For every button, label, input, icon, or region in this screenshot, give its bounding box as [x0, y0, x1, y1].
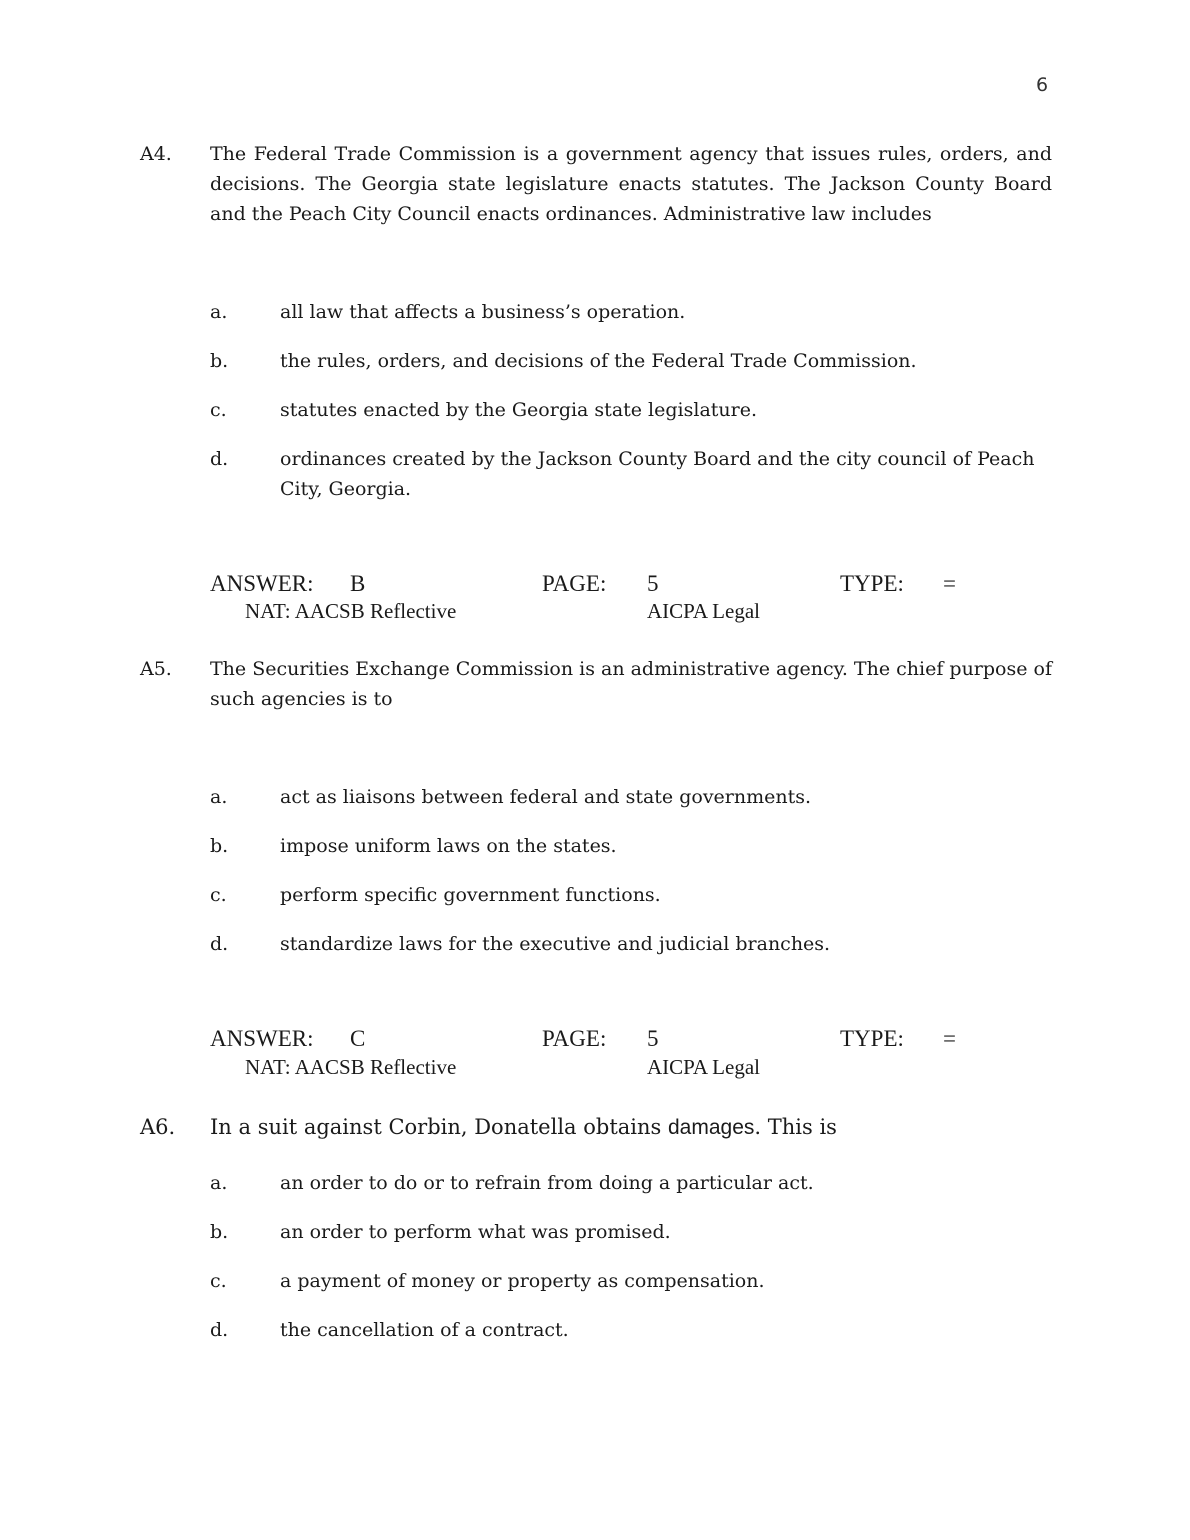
nat-tag: NAT: AACSB Reflective: [245, 599, 457, 623]
option-text: the rules, orders, and decisions of the Federal Trade Commission.: [280, 350, 917, 372]
option-text: ordinances created by the Jackson County Board and the city council of Peach City, Georgia.: [280, 448, 1035, 500]
option-text: statutes enacted by the Georgia state legislature.: [280, 399, 758, 421]
answer-value: C: [350, 1026, 366, 1051]
page-value: 5: [647, 1026, 659, 1051]
question-number: A5.: [140, 658, 172, 680]
option-text: impose uniform laws on the states.: [280, 835, 617, 857]
type-label: TYPE:: [840, 571, 904, 596]
option-text: a payment of money or property as compensation.: [280, 1270, 765, 1292]
question-number: A6.: [140, 1115, 176, 1139]
type-label: TYPE:: [840, 1026, 904, 1051]
stem-text: . This is: [754, 1115, 837, 1139]
type-value: =: [943, 1026, 956, 1051]
page-label: PAGE:: [542, 571, 607, 596]
answer-label: ANSWER:: [210, 1026, 314, 1051]
option-letter: a.: [210, 1172, 228, 1194]
option-letter: c.: [210, 399, 227, 421]
page-number: 6: [1036, 74, 1049, 96]
option-letter: b.: [210, 835, 229, 857]
option-letter: d.: [210, 448, 229, 470]
option-letter: d.: [210, 1319, 229, 1341]
option-letter: a.: [210, 301, 228, 323]
page-value: 5: [647, 571, 659, 596]
stem-emphasis: damages: [668, 1116, 755, 1139]
option-text: an order to do or to refrain from doing a particular act.: [280, 1172, 814, 1194]
aicpa-tag: AICPA Legal: [647, 599, 760, 623]
option-letter: a.: [210, 786, 228, 808]
option-text: all law that affects a business’s operation.: [280, 301, 686, 323]
option-letter: c.: [210, 1270, 227, 1292]
option-text: the cancellation of a contract.: [280, 1319, 569, 1341]
option-text: standardize laws for the executive and judicial branches.: [280, 933, 831, 955]
option-letter: b.: [210, 350, 229, 372]
type-value: =: [943, 571, 956, 596]
answer-value: B: [350, 571, 366, 596]
option-letter: c.: [210, 884, 227, 906]
question-stem: The Securities Exchange Commission is an administrative agency. The chief purpose of such agencies is to: [210, 658, 1052, 710]
question-stem: [210, 1112, 837, 1143]
stem-text: In a suit against Corbin, Donatella obtains: [210, 1115, 662, 1139]
answer-label: ANSWER:: [210, 571, 314, 596]
option-letter: d.: [210, 933, 229, 955]
question-stem: The Federal Trade Commission is a government agency that issues rules, orders, and decisions. The Georgia state legislature enacts statutes. The Jackson County Board and the Peach City Council enacts ordinances. Administrative law includes: [210, 143, 1052, 225]
question-number: A4.: [140, 143, 172, 165]
option-letter: b.: [210, 1221, 229, 1243]
option-text: an order to perform what was promised.: [280, 1221, 671, 1243]
nat-tag: NAT: AACSB Reflective: [245, 1055, 457, 1079]
aicpa-tag: AICPA Legal: [647, 1055, 760, 1079]
option-text: act as liaisons between federal and state governments.: [280, 786, 812, 808]
option-text: perform specific government functions.: [280, 884, 661, 906]
page-label: PAGE:: [542, 1026, 607, 1051]
